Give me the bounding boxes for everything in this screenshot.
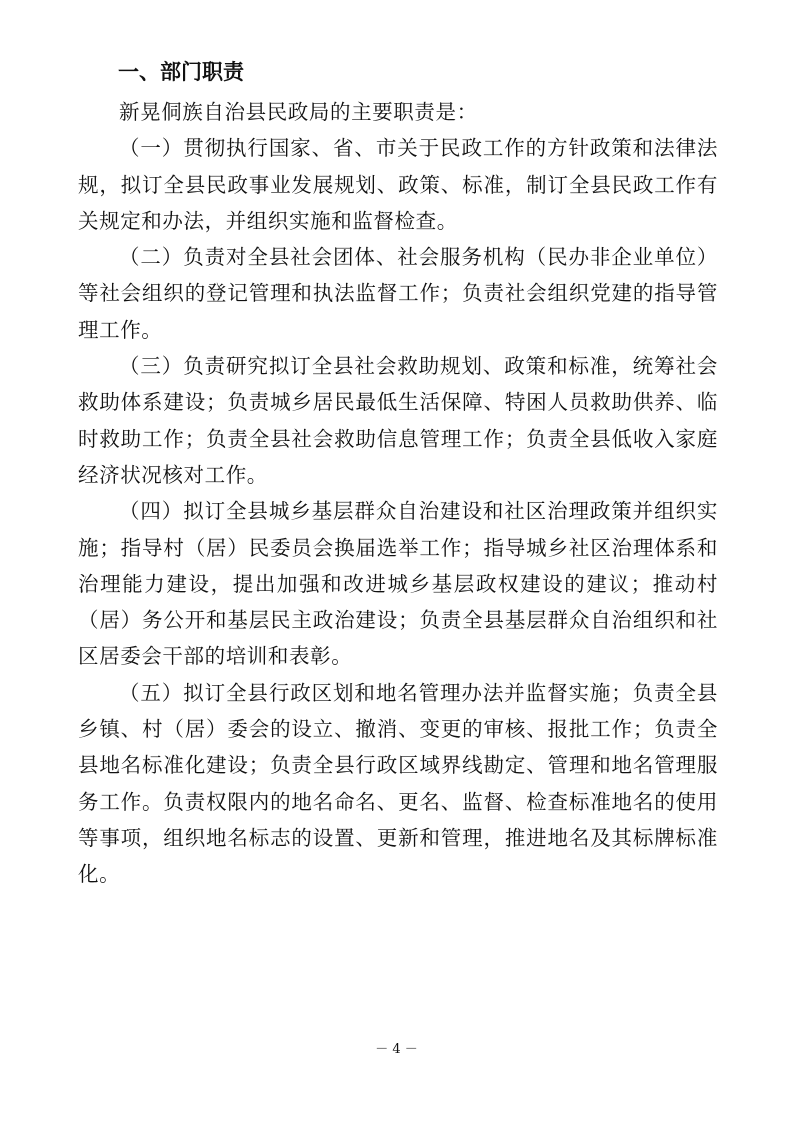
duty-paragraph-5: （五）拟订全县行政区划和地名管理办法并监督实施；负责全县乡镇、村（居）委会的设立、撤消、变更的审核、报批工作；负责全县地名标准化建设；负责全县行政区域界线勘定、管理和地名管理服务工作。负责权限内的地名命名、更名、监督、检查标准地名的使用等事项，组织地名标志的设置、更新和管理，推进地名及其标牌标准化。: [78, 680, 718, 887]
duty-paragraph-3: （三）负责研究拟订全县社会救助规划、政策和标准，统筹社会救助体系建设；负责城乡居民最低生活保障、特困人员救助供养、临时救助工作；负责全县社会救助信息管理工作；负责全县低收入家庭经济状况核对工作。: [78, 354, 718, 487]
duty-paragraph-2: （二）负责对全县社会团体、社会服务机构（民办非企业单位）等社会组织的登记管理和执法监督工作；负责社会组织党建的指导管理工作。: [78, 245, 718, 342]
section-heading: 一、部门职责: [118, 60, 244, 84]
page-number: － 4 －: [375, 1042, 418, 1057]
duty-paragraph-4: （四）拟订全县城乡基层群众自治建设和社区治理政策并组织实施；指导村（居）民委员会换届选举工作；指导城乡社区治理体系和治理能力建设，提出加强和改进城乡基层政权建设的建议；推动村（居）务公开和基层民主政治建设；负责全县基层群众自治组织和社区居委会干部的培训和表彰。: [78, 499, 718, 669]
document-body: [78, 94, 718, 893]
duty-paragraph-1: （一）贯彻执行国家、省、市关于民政工作的方针政策和法律法规，拟订全县民政事业发展规划、政策、标准，制订全县民政工作有关规定和办法，并组织实施和监督检查。: [78, 136, 718, 233]
intro-paragraph: 新晃侗族自治县民政局的主要职责是：: [119, 100, 478, 124]
